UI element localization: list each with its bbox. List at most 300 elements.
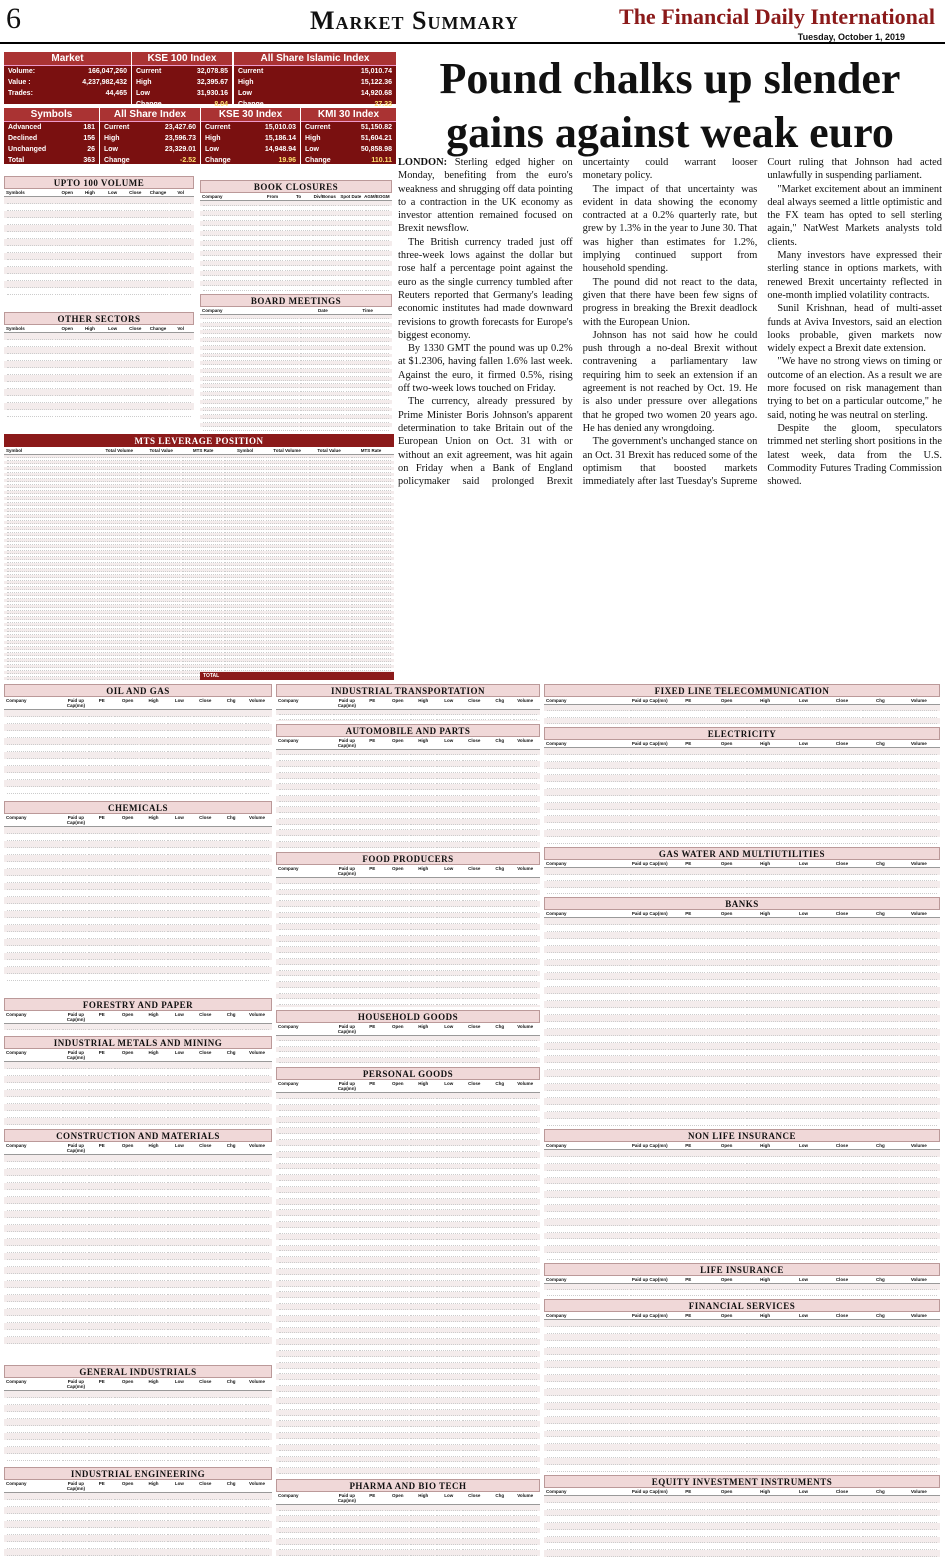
column-header: Open: [121, 1480, 134, 1486]
table-row: [4, 1260, 272, 1267]
table-row: [544, 1239, 940, 1246]
panel-value: 44,465: [105, 90, 127, 97]
table-row: [4, 333, 194, 340]
table-row: [4, 1225, 272, 1232]
table-title: OTHER SECTORS: [4, 312, 194, 325]
table-row: [4, 1454, 272, 1461]
panel-row: [301, 122, 396, 133]
table-row: [4, 246, 194, 253]
table-title: OIL AND GAS: [4, 684, 272, 697]
column-header: Volume: [517, 1081, 534, 1087]
table-row: [4, 1062, 272, 1069]
column-header: High: [148, 1379, 159, 1385]
column-header: Paid up Cap(mn): [631, 1313, 668, 1318]
sector-construction-and-materials: [4, 1129, 272, 1363]
sector-gas-water-and-multiutilities: [544, 847, 940, 895]
panel-row: [4, 144, 99, 155]
table-row: [4, 1500, 272, 1507]
column-header: Change: [149, 326, 167, 331]
column-header: Low: [799, 911, 809, 916]
panel-row: [132, 66, 232, 77]
table-row: [544, 823, 940, 830]
column-header: Company: [6, 815, 27, 821]
table-row: [4, 1183, 272, 1190]
headline: Pound chalks up slender gains against weak euro: [439, 54, 901, 157]
table-row: [544, 1437, 940, 1444]
column-header: Volume: [249, 1011, 265, 1017]
column-header: Paid up Cap(mn): [631, 911, 668, 916]
column-header: Close: [835, 1277, 849, 1282]
table-row: [544, 796, 940, 803]
table-row: [4, 766, 272, 773]
table-row: [4, 1426, 272, 1433]
table-row: [544, 953, 940, 960]
panel-row: [201, 122, 300, 133]
panel-value: 23,427.60: [164, 124, 196, 131]
column-header: PE: [98, 1480, 105, 1486]
column-header: Volume: [910, 1143, 927, 1148]
column-header: Open: [720, 911, 733, 916]
panel-row: [201, 155, 300, 166]
table-row: [200, 427, 392, 431]
column-header: Company: [6, 1480, 27, 1486]
column-header: Chg: [495, 737, 505, 743]
table-row: [544, 1063, 940, 1070]
table-row: [4, 403, 194, 410]
table-row: [4, 1281, 272, 1288]
column-header-row: [4, 1378, 272, 1391]
table-title: NON LIFE INSURANCE: [544, 1129, 940, 1142]
column-header: Company: [546, 741, 567, 746]
column-header: Chg: [226, 1379, 236, 1385]
column-header: Close: [468, 1081, 481, 1087]
column-header: Low: [799, 1489, 809, 1494]
column-header: Close: [468, 866, 481, 871]
table-title: INDUSTRIAL ENGINEERING: [4, 1467, 272, 1480]
table-title: PHARMA AND BIO TECH: [276, 1479, 540, 1492]
section-title: Market Summary: [310, 6, 519, 35]
table-row: [4, 197, 194, 204]
column-header: Close: [129, 326, 142, 331]
article-paragraph: Johnson has not said how he could push through a no-deal Brexit without contravening a parliamentary law requiring him to seek an extension if an agreement is not reached by Oct. 19. He is also under pressure over allegations that he groped two women 20 years ago. He has denied any wrongdoing.: [582, 329, 758, 434]
table-row: [4, 267, 194, 274]
column-header: Chg: [226, 1143, 236, 1149]
table-row: [544, 918, 940, 925]
table-row: [544, 1382, 940, 1389]
column-header: Close: [835, 1489, 849, 1494]
table-row: [4, 340, 194, 347]
panel-value: 26: [87, 146, 95, 153]
column-header: Volume: [249, 1379, 265, 1385]
table-row: [544, 1212, 940, 1219]
article-paragraph: LONDON: Sterling edged higher on Monday, benefiting from the euro's weakness and shrugging off data pointing to a contraction in the UK economy as investor attention remained focused on Brexit newsflow.: [398, 157, 573, 235]
sector-industrial-transportation: [276, 684, 540, 721]
table-row: [544, 1150, 940, 1157]
column-header: PE: [98, 698, 105, 703]
column-header: Open: [392, 737, 404, 743]
column-header-row: [4, 1142, 272, 1155]
column-header: Paid up Cap(mn): [631, 1277, 668, 1282]
table-row: [544, 810, 940, 817]
table-row: [544, 1084, 940, 1091]
table-row: [544, 1537, 940, 1544]
column-header: Paid up Cap(mn): [337, 1023, 356, 1034]
table-mts-leverage: [4, 434, 394, 680]
table-row: [4, 1118, 272, 1125]
column-header: Chg: [495, 866, 505, 871]
panel-row: [4, 133, 99, 144]
column-header-row: [4, 814, 272, 827]
column-header: Volume: [249, 1480, 265, 1486]
table-row: [544, 1112, 940, 1119]
panel-row: [201, 133, 300, 144]
column-header: Company: [202, 308, 223, 313]
column-header: Low: [444, 737, 454, 743]
column-header-row: [544, 1488, 940, 1496]
column-header: Paid up Cap(mn): [66, 1143, 85, 1154]
table-row: [4, 1197, 272, 1204]
column-header: Close: [199, 698, 212, 703]
table-row: [4, 1267, 272, 1274]
column-header: Close: [199, 1049, 212, 1055]
table-row: [544, 1348, 940, 1355]
column-header: Vol: [177, 190, 185, 195]
panel-row: [100, 133, 200, 144]
column-header: Paid up Cap(mn): [66, 1480, 85, 1491]
panel-row: [301, 155, 396, 166]
column-header: Close: [835, 741, 849, 746]
table-row: [4, 396, 194, 403]
column-header: From: [266, 194, 279, 199]
column-header: Paid up Cap(mn): [337, 737, 356, 748]
column-header: Close: [199, 815, 212, 821]
column-header: Close: [835, 698, 849, 703]
column-header: Chg: [226, 815, 236, 821]
panel-row: [4, 88, 131, 99]
sector-equity-investment-instruments: [544, 1475, 940, 1558]
table-row: [544, 1198, 940, 1205]
column-header: Close: [199, 1480, 212, 1486]
table-row: [4, 876, 272, 883]
column-header: Open: [121, 1379, 134, 1385]
column-header: PE: [685, 1489, 692, 1494]
column-header: Low: [444, 1492, 454, 1498]
column-header: Volume: [249, 1049, 265, 1055]
panel-label: Low: [238, 90, 252, 97]
column-header: Chg: [226, 1011, 236, 1017]
table-row: [544, 1431, 940, 1438]
column-header: High: [148, 1480, 159, 1486]
column-header: Low: [174, 815, 184, 821]
table-row: [544, 932, 940, 939]
table-row: [544, 1523, 940, 1530]
sector-pharma-and-bio-tech: [276, 1479, 540, 1558]
panel-value: 15,186.14: [264, 135, 296, 142]
column-header: Chg: [876, 1489, 885, 1494]
column-header: Company: [6, 1379, 27, 1385]
column-header: Open: [121, 1011, 134, 1017]
table-row: [544, 1015, 940, 1022]
column-header: Open: [720, 861, 733, 866]
table-row: [4, 1030, 272, 1033]
table-row: [544, 1077, 940, 1084]
table-row: [4, 1204, 272, 1211]
table-row: [4, 1412, 272, 1419]
column-header: Open: [121, 815, 134, 821]
column-header: AGM/EOGM: [364, 194, 390, 199]
table-row: [4, 274, 194, 281]
column-header: Company: [278, 1023, 299, 1029]
sector-industrial-metals-and-mining: [4, 1036, 272, 1127]
column-header: Close: [468, 737, 481, 743]
panel-label: Advanced: [8, 124, 42, 131]
table-row: [200, 286, 392, 291]
column-header-row: [200, 193, 392, 201]
panel-value: 32,078.85: [196, 68, 228, 75]
table-row: [4, 1162, 272, 1169]
column-header: PE: [685, 741, 692, 746]
table-row: [276, 1005, 540, 1007]
column-header: Paid up Cap(mn): [337, 866, 356, 876]
table-row: [4, 1405, 272, 1412]
column-header-row: [4, 697, 272, 710]
table-row: [4, 239, 194, 246]
panel-title: KSE 100 Index: [132, 52, 232, 66]
column-header: High: [760, 741, 771, 746]
table-title: BOARD MEETINGS: [200, 294, 392, 307]
table-row: [4, 1302, 272, 1309]
article-body: [398, 156, 942, 676]
sector-personal-goods: [276, 1067, 540, 1476]
column-header: PE: [98, 1011, 105, 1017]
column-header: PE: [685, 1313, 692, 1318]
panel-row: [301, 133, 396, 144]
table-row: [4, 1155, 272, 1162]
column-header: Paid up Cap(mn): [66, 1011, 85, 1022]
table-row: [4, 759, 272, 766]
column-header: Symbol: [237, 448, 254, 453]
panel-value: 166,047,260: [88, 68, 127, 75]
panel-kse100: [132, 52, 232, 108]
column-header: Low: [174, 1379, 184, 1385]
panel-row: [4, 77, 131, 88]
table-row: [4, 1295, 272, 1302]
table-row: [4, 1218, 272, 1225]
table-row: [544, 1550, 940, 1557]
table-title: HOUSEHOLD GOODS: [276, 1010, 540, 1023]
table-title: AUTOMOBILE AND PARTS: [276, 724, 540, 737]
panel-title: KSE 30 Index: [201, 108, 300, 122]
table-row: [4, 918, 272, 925]
panel-row: [4, 155, 99, 166]
table-row: [544, 1119, 940, 1126]
column-header: Close: [835, 911, 849, 916]
panel-value: -2.52: [180, 157, 196, 164]
table-row: [4, 1309, 272, 1316]
column-header: PE: [369, 1023, 376, 1029]
column-header-row: [200, 307, 392, 315]
column-header: Open: [392, 1492, 404, 1498]
column-header: Volume: [249, 815, 265, 821]
column-header: Company: [6, 1049, 27, 1055]
table-row: [4, 1246, 272, 1253]
table-row: [4, 1323, 272, 1330]
panel-value: 50,858.98: [360, 146, 392, 153]
table-row: [4, 253, 194, 260]
table-row: [544, 1290, 940, 1296]
column-header: PE: [369, 698, 376, 703]
table-row: [544, 1070, 940, 1077]
column-header: Close: [129, 190, 142, 195]
panel-allshareislamic: [234, 52, 396, 108]
column-header: MTS Rate: [192, 448, 214, 453]
column-header: Company: [6, 1011, 27, 1017]
column-header: High: [418, 1081, 429, 1087]
column-header: Company: [546, 1277, 567, 1282]
table-row: [4, 862, 272, 869]
table-row: [544, 1424, 940, 1431]
table-title: ELECTRICITY: [544, 727, 940, 740]
panel-value: 181: [83, 124, 95, 131]
panel-value: 19.96: [278, 157, 296, 164]
column-header: Volume: [249, 698, 265, 703]
column-header: Open: [720, 1277, 733, 1282]
table-row: [4, 1253, 272, 1260]
table-row: [4, 204, 194, 211]
table-row: [544, 1516, 940, 1523]
column-header: Low: [444, 1023, 454, 1029]
column-header: Company: [6, 1143, 27, 1149]
article-paragraph: The government's unchanged stance on an Oct. 31 Brexit has reduced some of the optimism that boosted markets immediately after last Tuesday's Supreme Court ruling that Johnson had acted unlawfully in suspending parliament.: [582, 157, 942, 488]
column-header: Low: [799, 1143, 809, 1148]
column-header: Chg: [876, 1143, 885, 1148]
column-header: Symbol: [6, 448, 23, 453]
column-header-row: [276, 737, 540, 750]
issue-date: Tuesday, October 1, 2019: [797, 32, 905, 42]
dateline: LONDON:: [398, 157, 455, 168]
table-row: [4, 1232, 272, 1239]
table-row: [4, 1493, 272, 1500]
column-header: To: [296, 194, 302, 199]
panel-label: Current: [136, 68, 162, 75]
table-row: [4, 410, 194, 417]
column-header: Total Value: [149, 448, 173, 453]
sector-forestry-and-paper: [4, 998, 272, 1033]
column-header: Open: [720, 698, 733, 703]
sector-general-industrials: [4, 1365, 272, 1464]
table-row: [544, 1451, 940, 1458]
column-header: PE: [685, 1277, 692, 1282]
table-title: FIXED LINE TELECOMMUNICATION: [544, 684, 940, 697]
table-row: [4, 225, 194, 232]
column-header: High: [418, 1492, 429, 1498]
table-row: [544, 1091, 940, 1098]
table-row: [544, 1327, 940, 1334]
panel-value: 15,122.36: [360, 79, 392, 86]
table-row: [544, 1403, 940, 1410]
panel-row: [201, 144, 300, 155]
column-header: Volume: [910, 911, 927, 916]
panel-row: [234, 77, 396, 88]
column-header: Open: [392, 866, 404, 871]
table-row: [4, 939, 272, 946]
table-row: [544, 960, 940, 967]
panel-title: Market: [4, 52, 131, 66]
panel-label: Current: [305, 124, 331, 131]
table-title: EQUITY INVESTMENT INSTRUMENTS: [544, 1475, 940, 1488]
column-header: PE: [98, 815, 105, 821]
table-row: [4, 1507, 272, 1514]
table-row: [4, 368, 194, 375]
sector-non-life-insurance: [544, 1129, 940, 1261]
sector-electricity: [544, 727, 940, 845]
column-header: PE: [98, 1379, 105, 1385]
sector-life-insurance: [544, 1263, 940, 1297]
column-header: Low: [799, 1277, 809, 1282]
panel-label: Change: [305, 157, 331, 164]
column-header: High: [418, 866, 429, 871]
table-row: [544, 1496, 940, 1503]
table-row: [544, 1105, 940, 1112]
table-row: [4, 911, 272, 918]
column-header: Paid up Cap(mn): [631, 1143, 668, 1148]
table-row: [4, 1111, 272, 1118]
panel-value: 23,596.73: [164, 135, 196, 142]
table-row: [4, 904, 272, 911]
table-row: [544, 1036, 940, 1043]
column-header: Chg: [876, 911, 885, 916]
table-row: [4, 1391, 272, 1398]
panel-label: Change: [238, 101, 264, 108]
table-row: [544, 1191, 940, 1198]
table-row: [4, 1433, 272, 1440]
table-row: [4, 827, 272, 834]
panel-row: [234, 66, 396, 77]
table-row: [544, 994, 940, 1001]
panel-symbols: [4, 108, 99, 164]
column-header: High: [418, 698, 429, 703]
column-header: Open: [392, 1081, 404, 1087]
table-row: [4, 1514, 272, 1521]
panel-value: 4,237,982,432: [82, 79, 127, 86]
column-header: Chg: [495, 1081, 505, 1087]
column-header: Company: [546, 698, 567, 703]
column-header: High: [84, 326, 95, 331]
table-row: [544, 1530, 940, 1537]
column-header: Change: [149, 190, 167, 195]
column-header: Company: [546, 861, 567, 866]
panel-label: High: [205, 135, 221, 142]
table-row: [544, 1465, 940, 1472]
column-header-row: [4, 1011, 272, 1024]
column-header: Low: [799, 741, 809, 746]
table-row: [4, 1549, 272, 1556]
table-row: [4, 1097, 272, 1104]
table-title: FORESTRY AND PAPER: [4, 998, 272, 1011]
column-header-row: [276, 1080, 540, 1093]
column-header-row: [544, 697, 940, 705]
column-header: Paid up Cap(mn): [631, 1489, 668, 1494]
column-header: Div/Bonus: [313, 194, 336, 199]
table-row: [544, 1157, 940, 1164]
table-row: [4, 834, 272, 841]
table-row: [4, 897, 272, 904]
table-row: [544, 1171, 940, 1178]
sector-food-producers: [276, 852, 540, 1007]
table-row: [544, 1184, 940, 1191]
panel-row: [132, 88, 232, 99]
table-row: [4, 1447, 272, 1454]
